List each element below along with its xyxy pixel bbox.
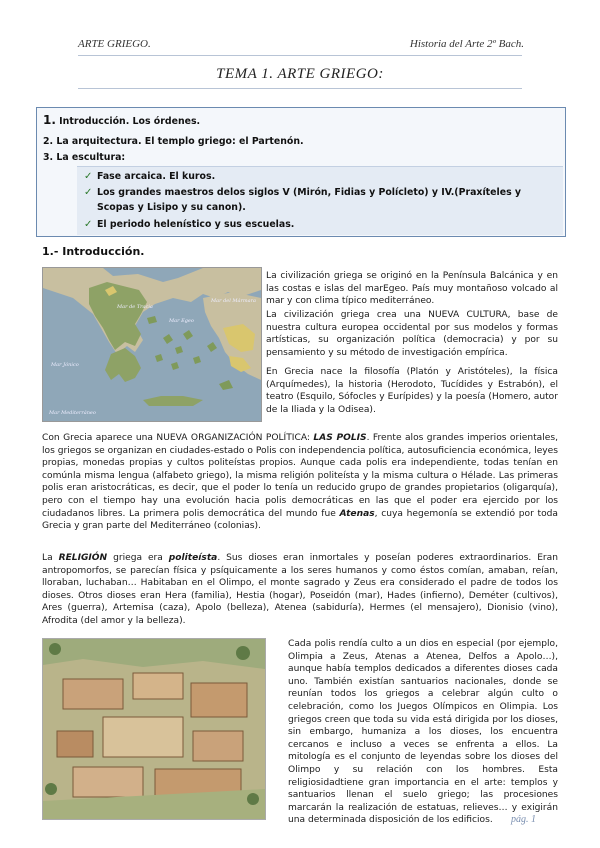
header-right: Historia del Arte 2º Bach.: [409, 38, 524, 50]
section-heading: 1.- Introducción.: [42, 245, 145, 258]
index-item-1-label: Introducción. Los órdenes.: [55, 116, 201, 127]
paragraph-origin: La civilización griega se originó en la Península Balcánica y en las costas e islas del marEgeo. País muy montañoso volcado al mar y con clima típico mediterráneo.: [266, 271, 558, 307]
check-icon: ✓: [84, 171, 93, 182]
polis-emphasis: LAS POLIS: [313, 433, 367, 443]
index-item-2: 2. La arquitectura. El templo griego: el Partenón.: [43, 136, 304, 147]
greece-map: [42, 267, 262, 422]
index-subitem-3-label: El periodo helenístico y sus escuelas.: [97, 219, 295, 230]
index-item-1: [43, 113, 200, 127]
politeista-emphasis: politeísta: [168, 553, 218, 563]
paragraph-philosophy: En Grecia nace la filosofía (Platón y Aristóteles), la física (Arquímedes), la historia (Herodoto, Tucídides y Estrabón), el teatro (Esquilo, Sófocles y Eurípides) y la poesía (Homero, autor de la Iliada y la Odisea).: [266, 367, 558, 415]
index-subitem-2: [84, 185, 559, 215]
header-left: ARTE GRIEGO.: [78, 38, 151, 50]
index-subitem-1: [84, 169, 557, 184]
religion-text-a: La: [42, 553, 59, 563]
paragraph-religion: [42, 552, 558, 628]
greece-map-image: [43, 268, 261, 421]
index-subitem-3: [84, 217, 557, 232]
check-icon: ✓: [84, 219, 93, 230]
map-label-egeo: Mar Egeo: [169, 318, 194, 324]
olympia-illustration: [42, 638, 266, 820]
religion-text-c: . Sus dioses eran inmortales y poseían poderes extraordinarios. Eran antropomorfos, se parecían física y psíquicamente a los seres humanos y como éstos comían, amaban, reían, lloraban, luchaban… Habitaban en el Olimpo, el monte sagrado y Zeus era considerado el padre de todos los dioses. Otros dioses eran Hera (familia), Hestia (hogar), Poseidón (mar), Hades (infierno), Deméter (cultivos), Ares (guerra), Artemisa (caza), Apolo (belleza), Atenea (sabiduría), Hermes (el mensajero), Dionisio (vino), Afrodita (del amor y la belleza).: [42, 553, 559, 626]
polis-text-a: Con Grecia aparece una NUEVA ORGANIZACIÓN POLÍTICA:: [42, 433, 314, 443]
page-title: TEMA 1. ARTE GRIEGO:: [216, 66, 384, 82]
atenas-emphasis: Atenas: [339, 508, 375, 519]
polis-text-b: . Frente alos grandes imperios orientales, los griegos se organizan en ciudades-estado o Polis con independencia política, autosuficiencia económica, leyes propias, monedas propias y cultos politeístas propios. Aunque cada polis era independiente, todas tenían en comúnla misma lengua (alfabeto griego), la misma religión politeísta y la misma cultura o Hélade. Las primeras polis eran aristocráticas, es decir, que el poder lo tenía un reducido grupo de grandes propietarios (oligarquía), pero con el tiempo hay una evolución hacia polis democráticas en las que el poder era ejercido por los ciudadanos libres. La primera polis democrática del mundo fue: [42, 433, 558, 519]
index-item-3: 3. La escultura:: [43, 152, 126, 163]
title-rule: [78, 88, 522, 89]
polis-text-c: , cuya hegemonía se extendió por toda Grecia y gran parte del Mediterráneo (colonias).: [42, 508, 558, 532]
religion-emphasis: RELIGIÓN: [58, 553, 108, 563]
paragraph-culture: La civilización griega crea una NUEVA CULTURA, base de nuestra cultura europea occidental por sus modelos y formas artísticas, su organización política (democracia) y por su pensamiento y su método de investigación empírica.: [266, 310, 558, 358]
index-subitems: [77, 166, 563, 235]
map-label-jonico: Mar Jónico: [51, 362, 79, 368]
index-box: [36, 107, 566, 237]
index-subitem-1-label: Fase arcaica. El kuros.: [97, 171, 216, 182]
map-label-mediterraneo: Mar Mediterráneo: [49, 410, 96, 416]
page-number: pág. 1: [511, 814, 536, 825]
header-rule: [78, 55, 522, 56]
map-label-marmara: Mar del Mármara: [211, 298, 257, 304]
paragraph-cults: Cada polis rendía culto a un dios en especial (por ejemplo, Olimpia a Zeus, Atenas a Atenea, Delfos a Apolo…), aunque había templos dedicados a diferentes dioses cada uno. También existían santuarios nacionales, donde se reunían todos los griegos a celebrar algún culto o celebración, como los Juegos Olímpicos en Olimpia. Los griegos creen que toda su vida está dirigida por los dioses, sin embargo, humaniza a los dioses, los encuentra cercanos e incluso a veces se enfrenta a ellos. La mitología es el conjunto de leyendas sobre los dioses del Olimpo y su relación con los hombres. Esta religiosidadtiene gran importancia en el arte: templos y santuarios llenan el suelo griego; las procesiones marcarán la realización de estatuas, relieves… y exigirán una determinada disposición de los edificios.: [288, 639, 558, 826]
index-subitem-2-label: Los grandes maestros delos siglos V (Mirón, Fidias y Polícleto) y IV.(Praxíteles y Scopas y Lisipo y su canon).: [97, 187, 522, 213]
map-label-tracia: Mar de Tracia: [117, 304, 153, 310]
religion-text-b: griega era: [107, 553, 169, 563]
check-icon: ✓: [84, 187, 93, 198]
olympia-sanctuary-image: [43, 639, 265, 819]
paragraph-polis: [42, 432, 558, 533]
index-item-1-number: 1.: [43, 113, 56, 127]
